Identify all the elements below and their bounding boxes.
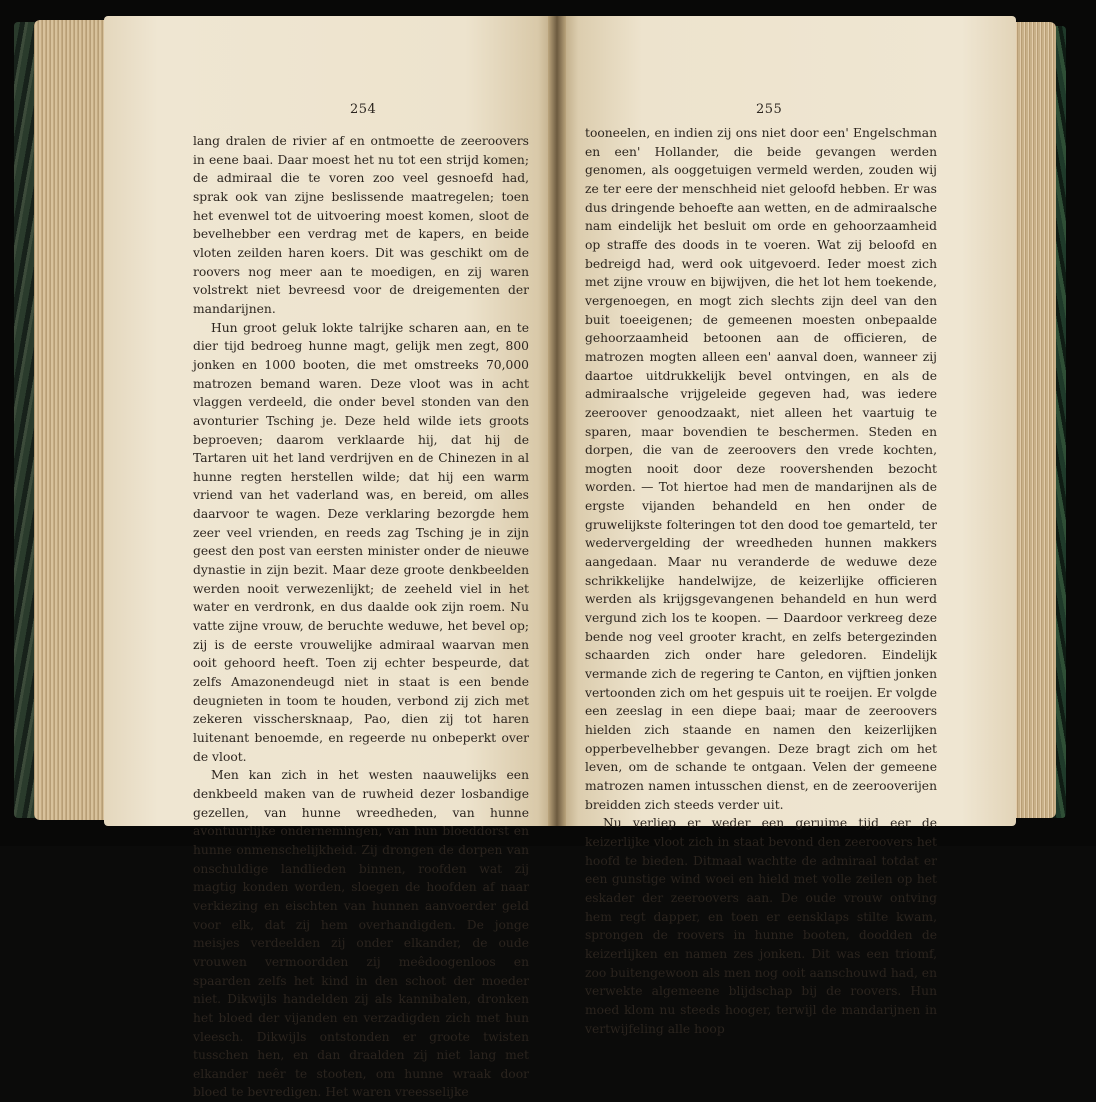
right-page-number: 255 bbox=[756, 102, 783, 117]
right-paragraph-1: tooneelen, en indien zij ons niet door een' Engelschman en een' Hollander, die beide gevangen werden genomen, als ooggetuigen vermeld werden, zouden wij ze ter eere der menschheid niet geloofd hebben. Er was dus dringende behoefte aan wetten, en de admiraalsche nam eindelijk het besluit om orde en gehoorzaamheid op straffe des doods in te voeren. Wat zij beloofd en bedreigd had, werd ook uitgevoerd. Ieder moest zich met zijne vrouw en bijwijven, die het lot hem toekende, vergenoegen, en mogt zich slechts zijn deel van den buit toeeigenen; de gemeenen moesten onbepaalde gehoorzaamheid betoonen aan de officieren, de matrozen mogten alleen een' aanval doen, wanneer zij daartoe uitdrukkelijk bevel ontvingen, en als de admiraalsche vrijgeleide gegeven had, was iedere zeeroover genoodzaakt, niet alleen het vaartuig te sparen, maar bovendien te beschermen. Steden en dorpen, die van de zeeroovers den vrede kochten, mogten nooit door deze roovershenden bezocht worden. — Tot hiertoe had men de mandarijnen als de ergste vijanden behandeld en hen onder de gruwelijkste folteringen tot den dood toe gemarteld, ter wedervergelding der wreedheden hunnen makkers aangedaan. Maar nu veranderde de weduwe deze schrikkelijke handelwijze, de keizerlijke officieren werden als krijgsgevangenen behandeld en hun werd vergund zich los te koopen. — Daardoor verkreeg deze bende nog veel grooter kracht, en zelfs betergezinden schaarden zich onder hare geledoren. Eindelijk vermande zich de regering te Canton, en vijftien jonken vertoonden zich om het gespuis uit te roeijen. Er volgde een zeeslag in een diepe baai; maar de zeeroovers hielden zich staande en namen den keizerlijken opperbevelhebber gevangen. Deze bragt zich om het leven, om de schande te ontgaan. Velen der gemeene matrozen namen intusschen dienst, en de zeerooverijen breidden zich steeds verder uit. bbox=[585, 126, 937, 812]
right-paragraph-2: Nu verliep er weder een geruime tijd eer de keizerlijke vloot zich in staat bevond den zeeroovers het hoofd te bieden. Ditmaal wachtte de admiraal totdat er een gunstige wind woei en hield met volle zeilen op het eskader der zeeroovers aan. De oude vrouw ontving hem regt dapper, en toen er eensklaps stilte kwam, sprongen de roovers in hunne booten, doodden de keizerlijken en namen zes jonken. Dit was een triomf, zoo buitengewoon als men nog ooit aanschouwd had, en verwekte algemeene blijdschap bij de roovers. Hun moed klom nu steeds hooger, terwijl de mandarijnen in vertwijfeling alle hoop bbox=[585, 816, 937, 1036]
left-paragraph-1: lang dralen de rivier af en ontmoette de zeeroovers in eene baai. Daar moest het nu tot een strijd komen; de admiraal die te voren zoo veel gesnoefd had, sprak ook van zijne beslissende maatregelen; toen het evenwel tot de uitvoering moest komen, sloot de bevelhebber een verdrag met de kapers, en beide vloten zeilden haren koers. Dit was geschikt om de roovers nog meer aan te moedigen, en zij waren volstrekt niet bevreesd voor de dreigementen der mandarijnen. bbox=[193, 134, 529, 316]
left-page-text bbox=[193, 132, 529, 1102]
left-page-edges bbox=[34, 20, 110, 820]
left-page-number: 254 bbox=[350, 102, 377, 117]
right-page-text bbox=[585, 124, 937, 1038]
right-page-edges bbox=[1010, 22, 1056, 818]
book-gutter bbox=[548, 16, 566, 826]
left-paragraph-2: Hun groot geluk lokte talrijke scharen aan, en te dier tijd bedroeg hunne magt, gelijk men zegt, 800 jonken en 1000 booten, die met omstreeks 70,000 matrozen bemand waren. Deze vloot was in acht vlaggen verdeeld, die onder bevel stonden van den avonturier Tsching je. Deze held wilde iets groots beproeven; daarom verklaarde hij, dat hij de Tartaren uit het land verdrijven en de Chinezen in al hunne regten herstellen wilde; dat hij een warm vriend van het vaderland was, en bereid, om alles daarvoor te wagen. Deze verklaring bezorgde hem zeer veel vrienden, en reeds zag Tsching je in zijn geest den post van eersten minister onder de nieuwe dynastie in zijn bezit. Maar deze groote denkbeelden werden nooit verwezenlijkt; de zeeheld viel in het water en verdronk, en dus daalde ook zijn roem. Nu vatte zijne vrouw, de beruchte weduwe, het bevel op; zij is de eerste vrouwelijke admiraal waarvan men ooit gehoord heeft. Toen zij echter bespeurde, dat zelfs Amazonendeugd niet in staat is een bende deugnieten in toom te houden, verbond zij zich met zekeren visschersknaap, Pao, dien zij tot haren luitenant benoemde, en regeerde nu onbeperkt over de vloot. bbox=[193, 320, 529, 764]
left-paragraph-3: Men kan zich in het westen naauwelijks een denkbeeld maken van de ruwheid dezer losbandige gezellen, van hunne wreedheden, van hunne avontuurlijke ondernemingen, van hun bloeddorst en hunne onmenschelijkheid. Zij drongen de dorpen van onschuldige landlieden binnen, roofden wat zij magtig konden worden, sloegen de hoofden af naar verkiezing en eischten van hunnen aanvoerder geld voor elk, dat zij hem overhandigden. De jonge meisjes verdeelden zij onder elkander, de oude vrouwen vermoordden zij meêdoogenloos en spaarden zelfs het kind in den schoot der moeder niet. Dikwijls handelden zij als kannibalen, dronken het bloed der vijanden en verzadigden zich met hun vleesch. Dikwijls ontstonden er groote twisten tusschen hen, en dan draalden zij niet lang met elkander neêr te stooten, om hunne wraak door bloed te bevredigen. Het waren vreesselijke bbox=[193, 768, 529, 1100]
